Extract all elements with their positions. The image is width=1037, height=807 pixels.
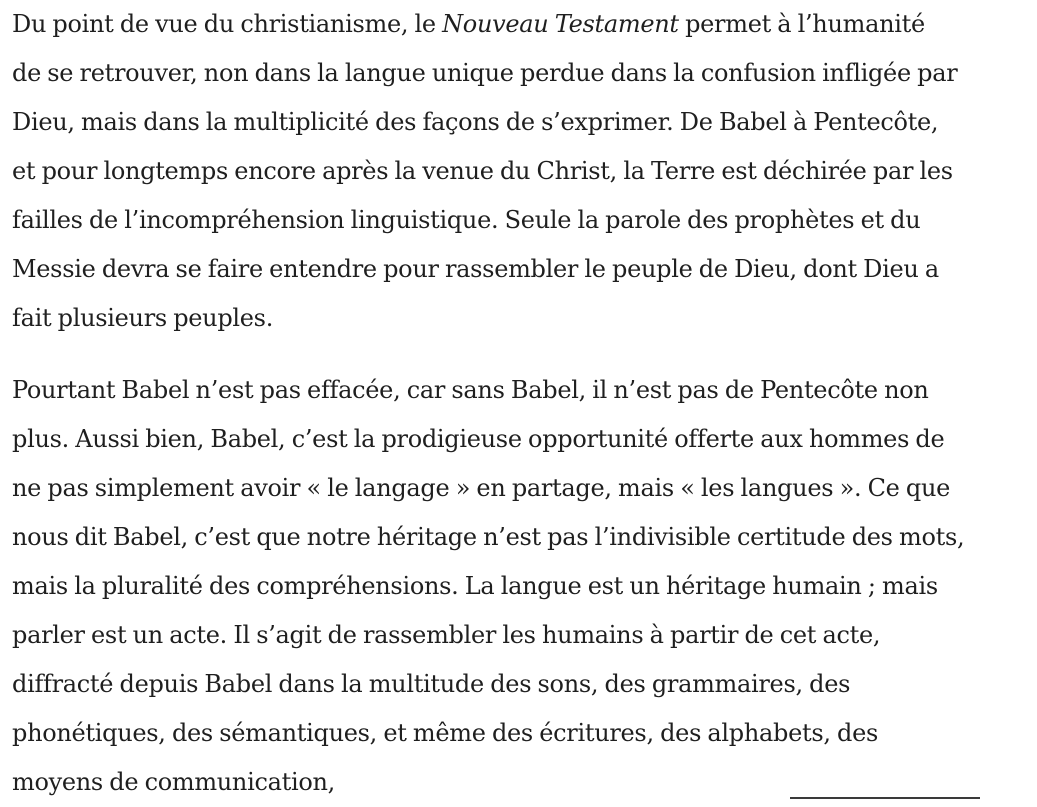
text-line: plus. Aussi bien, Babel, c’est la prodigieuse opportunité offerte aux hommes de <box>12 425 945 453</box>
text-line: phonétiques, des sémantiques, et même des écritures, des alphabets, des <box>12 719 878 747</box>
text-segment: Du point de vue du christianisme, le <box>12 10 443 38</box>
text-line: Messie devra se faire entendre pour rassembler le peuple de Dieu, dont Dieu a <box>12 255 939 283</box>
bottom-divider <box>790 797 980 799</box>
text-line: et pour longtemps encore après la venue du Christ, la Terre est déchirée par les <box>12 157 953 185</box>
paragraph-2 <box>12 366 1032 807</box>
text-line: ne pas simplement avoir « le langage » en partage, mais « les langues ». Ce que <box>12 474 951 502</box>
text-segment: permet à l’humanité <box>678 10 925 38</box>
article-body <box>12 0 1032 807</box>
text-line: failles de l’incompréhension linguistique. Seule la parole des prophètes et du <box>12 206 921 234</box>
text-line: Dieu, mais dans la multiplicité des façons de s’exprimer. De Babel à Pentecôte, <box>12 108 939 136</box>
text-line: moyens de communication, <box>12 768 335 796</box>
text-line: Pourtant Babel n’est pas effacée, car sans Babel, il n’est pas de Pentecôte non <box>12 376 929 404</box>
text-line: fait plusieurs peuples. <box>12 304 274 332</box>
text-line: de se retrouver, non dans la langue unique perdue dans la confusion infligée par <box>12 59 958 87</box>
book-title: Nouveau Testament <box>442 10 679 38</box>
text-line: parler est un acte. Il s’agit de rassembler les humains à partir de cet acte, <box>12 621 881 649</box>
text-line <box>12 0 1032 49</box>
text-line: mais la pluralité des compréhensions. La langue est un héritage humain ; mais <box>12 572 938 600</box>
text-line: diffracté depuis Babel dans la multitude des sons, des grammaires, des <box>12 670 851 698</box>
text-line: nous dit Babel, c’est que notre héritage n’est pas l’indivisible certitude des mots, <box>12 523 965 551</box>
paragraph-1 <box>12 0 1032 343</box>
